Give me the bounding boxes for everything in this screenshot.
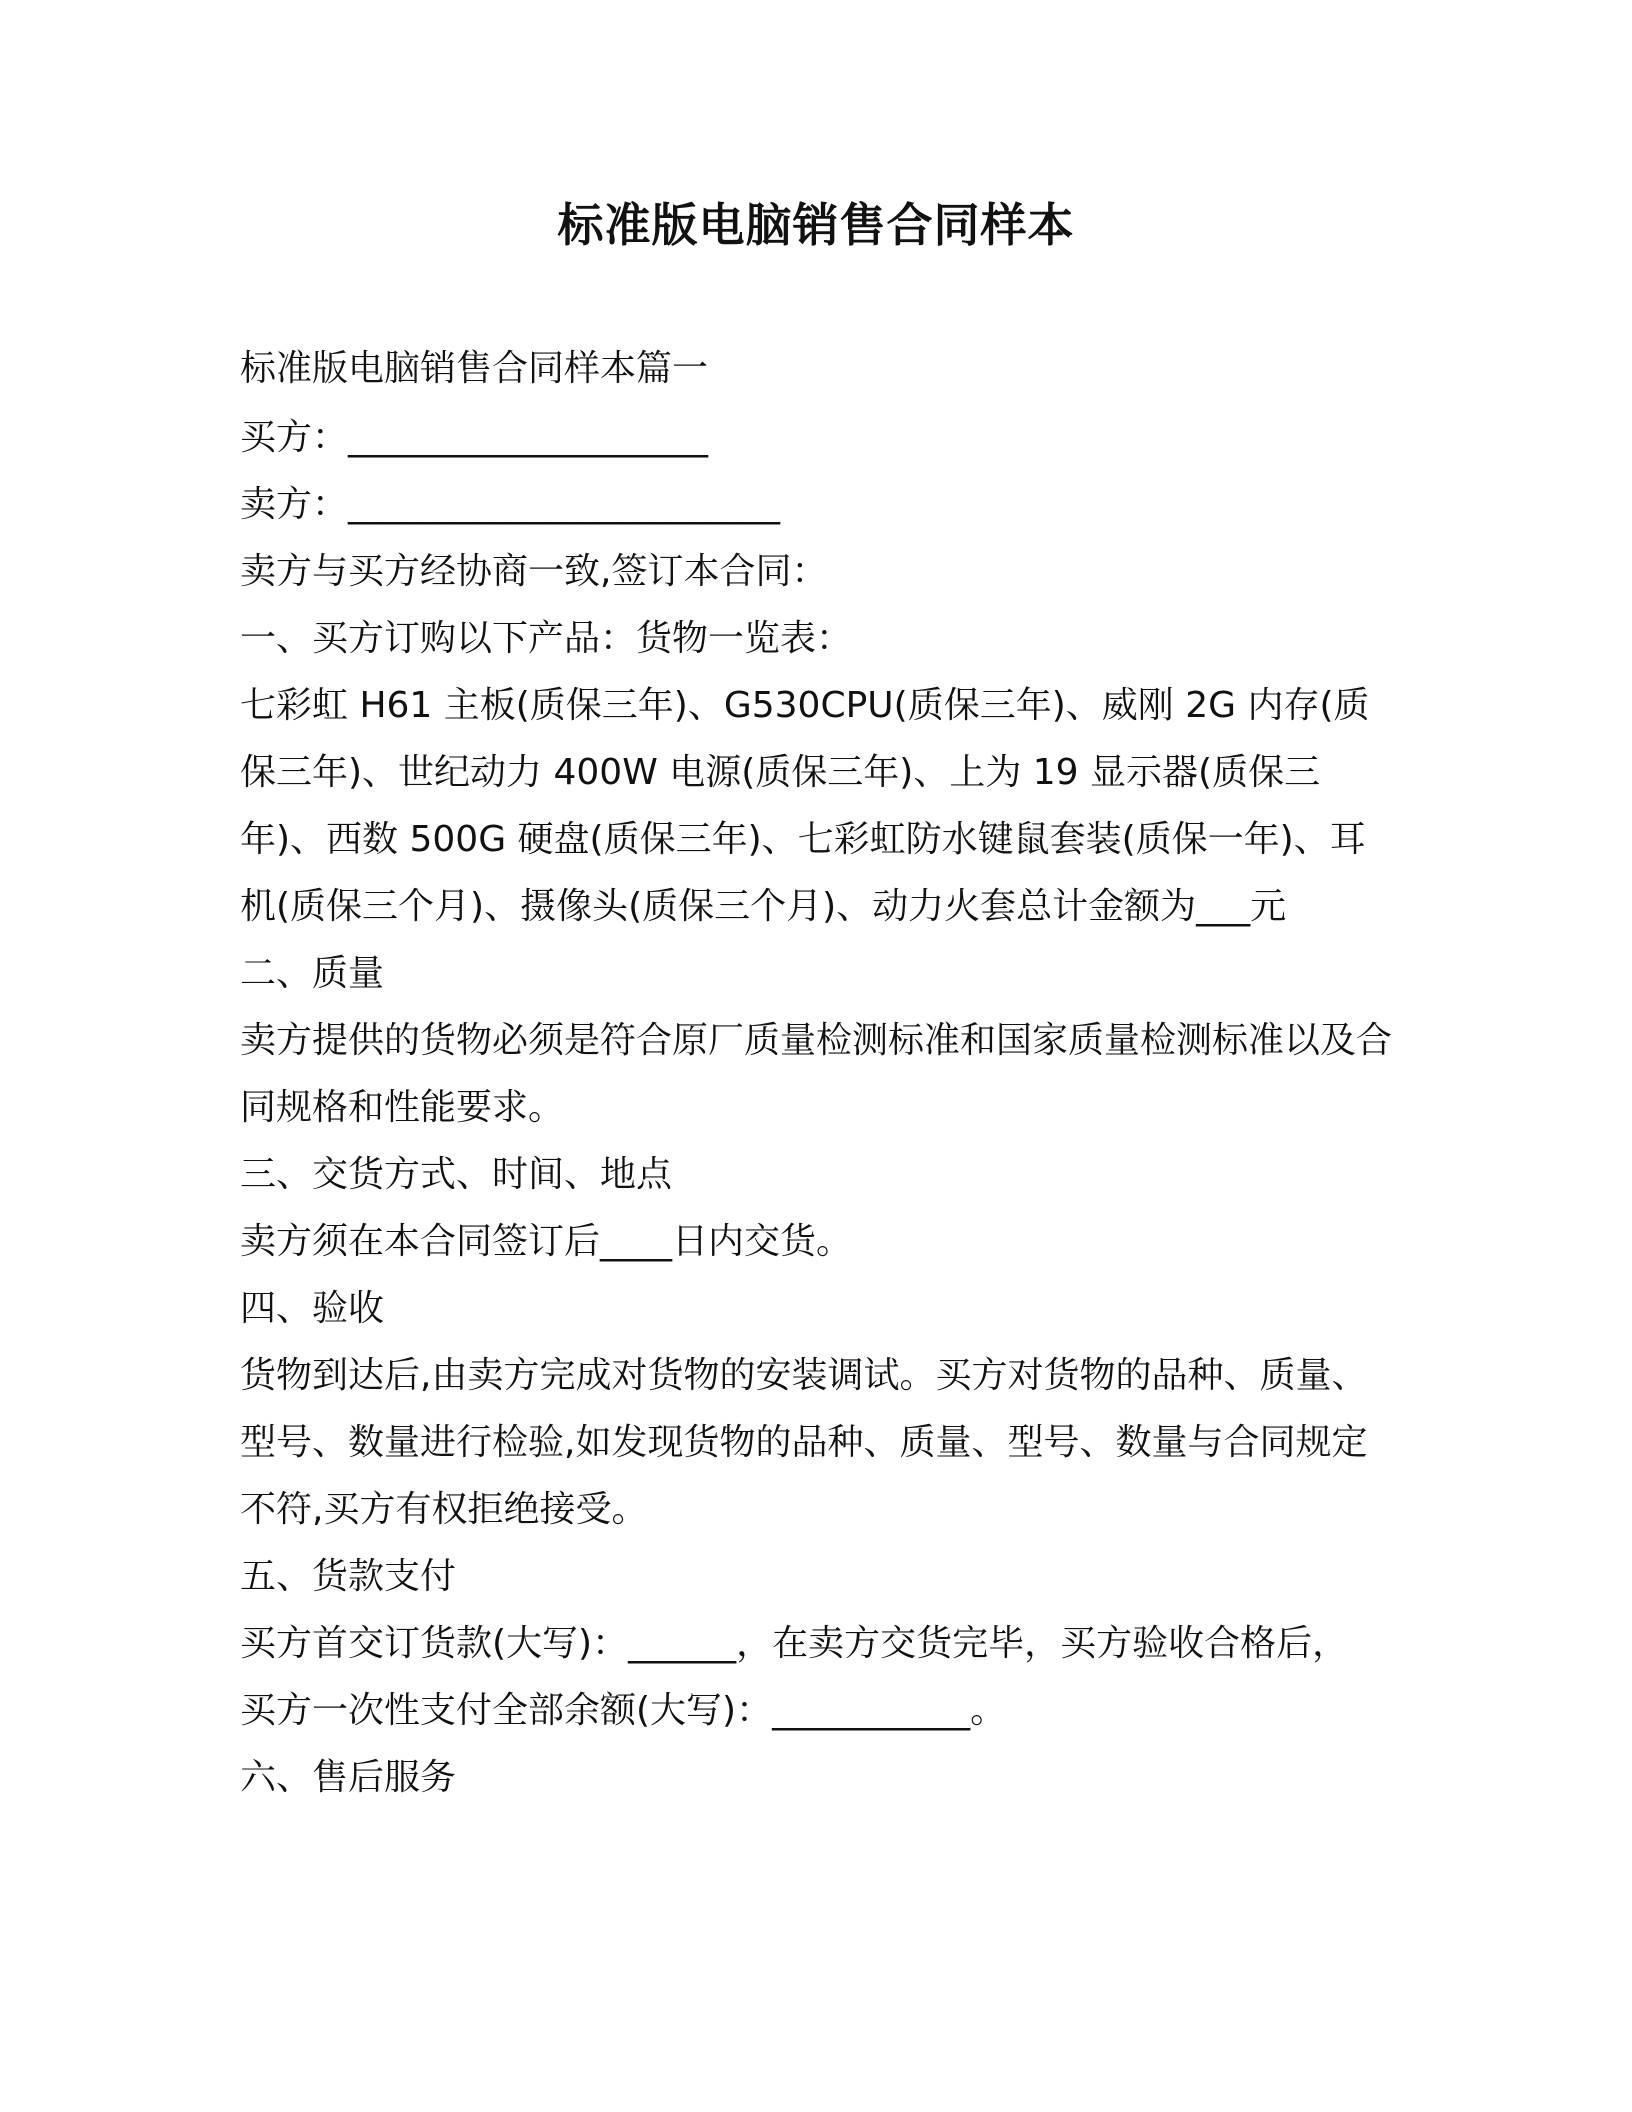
document-subtitle: 标准版电脑销售合同样本篇一 [240, 348, 709, 389]
seller-line: 卖方：________________________ [240, 484, 781, 525]
section-1-body: 七彩虹 H61 主板(质保三年)、G530CPU(质保三年)、威刚 2G 内存(质保三年)、世纪动力 400W 电源(质保三年)、上为 19 显示器(质保三年)、西数 500G 硬盘(质保三年)、七彩虹防水键鼠套装(质保一年)、耳机(质保三个月)、摄像头(质保三个月)、动力火套总计金额为___元 [240, 685, 1370, 927]
section-4-heading: 四、验收 [240, 1288, 385, 1329]
section-6-heading: 六、售后服务 [240, 1757, 457, 1798]
section-2-heading: 二、质量 [240, 953, 385, 994]
intro-paragraph: 卖方与买方经协商一致,签订本合同： [240, 551, 828, 592]
document-title: 标准版电脑销售合同样本 [557, 198, 1075, 252]
section-3-body: 卖方须在本合同签订后____日内交货。 [240, 1221, 853, 1262]
buyer-line: 买方：____________________ [240, 417, 709, 458]
section-5-body-line-1: 买方首交订货款(大写)：______，在卖方交货完毕，买方验收合格后， [240, 1623, 1349, 1664]
section-3-heading: 三、交货方式、时间、地点 [240, 1154, 673, 1195]
document-body [240, 335, 1400, 1811]
section-2-body: 卖方提供的货物必须是符合原厂质量检测标准和国家质量检测标准以及合同规格和性能要求。 [240, 1020, 1393, 1128]
section-5-heading: 五、货款支付 [240, 1556, 457, 1597]
section-1-heading: 一、买方订购以下产品：货物一览表： [240, 618, 853, 659]
section-4-body: 货物到达后,由卖方完成对货物的安装调试。买方对货物的品种、质量、型号、数量进行检验,如发现货物的品种、质量、型号、数量与合同规定不符,买方有权拒绝接受。 [240, 1355, 1368, 1530]
section-5-body-line-2: 买方一次性支付全部余额(大写)：___________。 [240, 1690, 1007, 1731]
